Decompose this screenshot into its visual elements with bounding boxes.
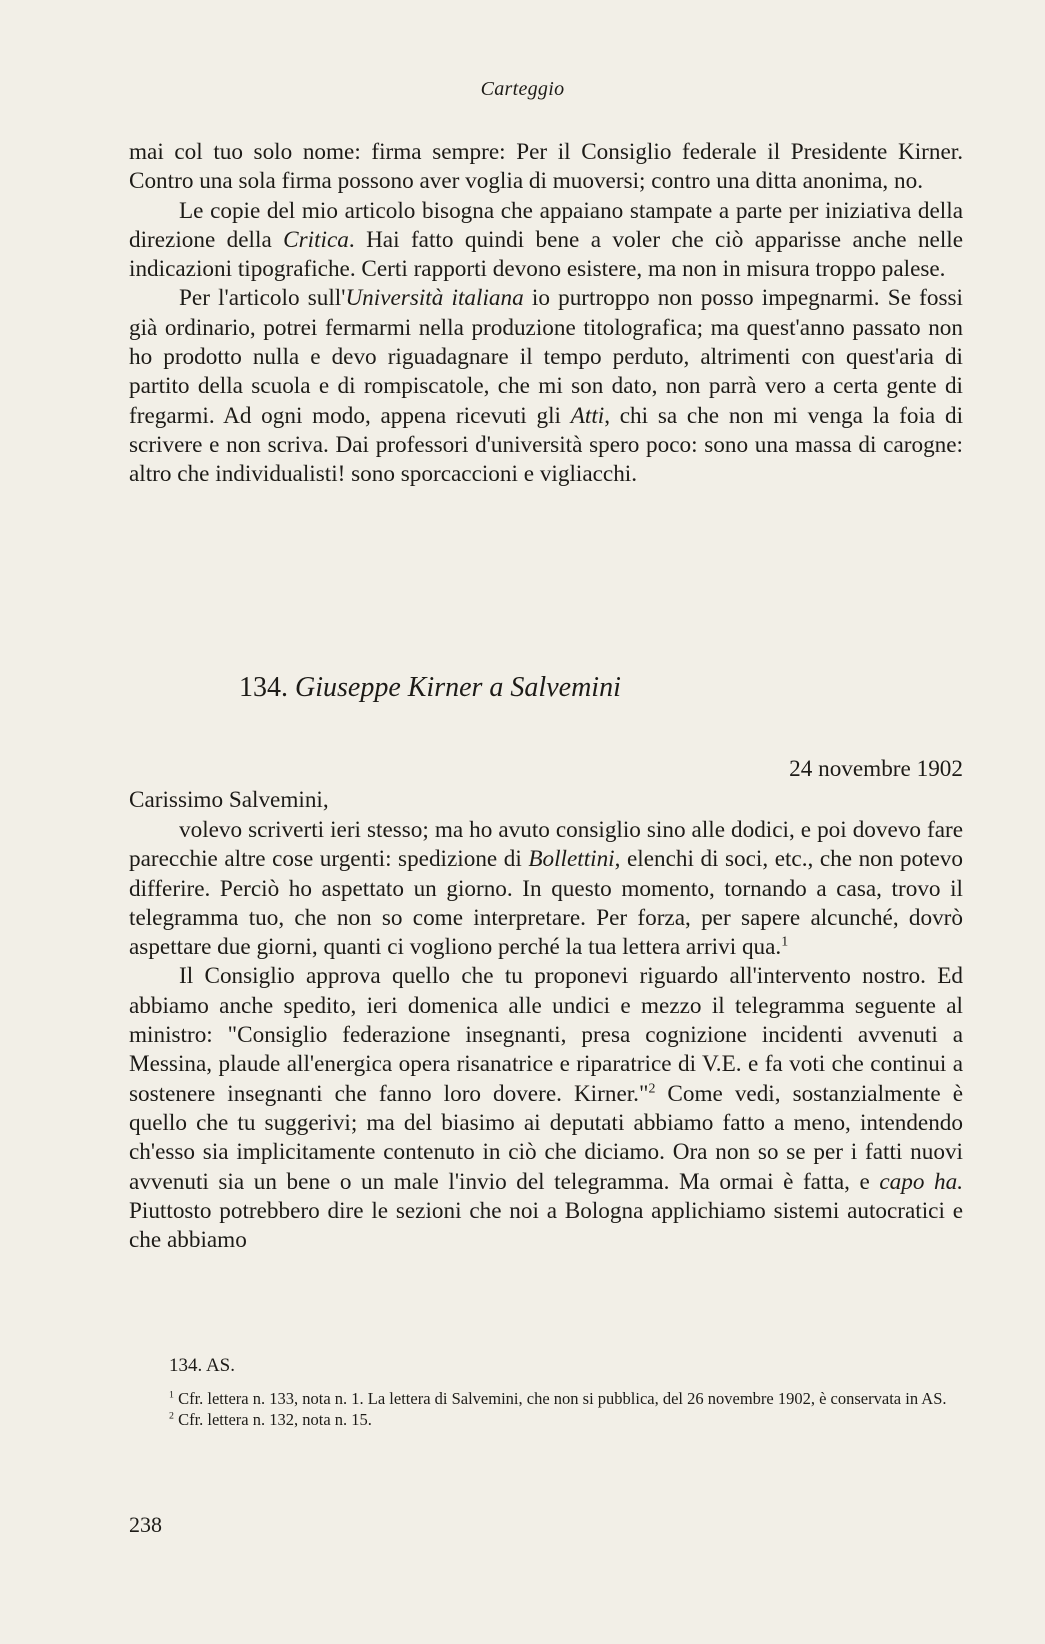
paragraph: Le copie del mio articolo bisogna che appaiano stampate a parte per iniziativa della direzione della Critica. Hai fatto quindi bene a voler che ciò apparisse anche nelle indicazioni tipografiche. Certi rapporti devono esistere, ma non in misura troppo palese. [129, 197, 964, 283]
paragraph: Per l'articolo sull'Università italiana io purtroppo non posso impegnarmi. Se fossi già ordinario, potrei fermarmi nella produzione titolografica; ma quest'anno passato non ho prodotto nulla e devo riguadagnare il tempo perduto, altrimenti con quest'aria di partito della scuola e di rompiscatole, che mi son dato, non parrà vero a certa gente di fregarmi. Ad ogni modo, appena ricevuti gli Atti, chi sa che non mi venga la foia di scrivere e non scriva. Dai professori d'università spero poco: sono una massa di carogne: altro che individualisti! sono sporcaccioni e vigliacchi. [129, 285, 964, 488]
paragraph: mai col tuo solo nome: firma sempre: Per il Consiglio federale il Presidente Kirner. Contro una sola firma possono aver voglia di muoversi; contro una ditta anonima, no. [129, 139, 963, 195]
footnote: $^2$ Cfr. lettera n. 132, nota n. 15. [169, 1410, 372, 1429]
paragraph: Il Consiglio approva quello che tu proponevi riguardo all'intervento nostro. Ed abbiamo anche spedito, ieri domenica alle undici e mezzo il telegramma seguente al ministro: "Consiglio federazione insegnanti, presa cognizione incidenti avvenuti a Messina, plaude all'energica opera risanatrice e riparatrice di V.E. e fa voti che continui a sostenere insegnanti che fanno loro dovere. Kirner."$^2$ Come vedi, sostanzialmente è quello che tu suggerivi; ma del biasimo ai deputati abbiamo fatto a meno, intendendo ch'esso sia implicitamente contenuto in ciò che diciamo. Ora non so se per i fatti nuovi avvenuti sia un bene o un male l'invio del telegramma. Ma ormai è fatta, e capo ha. Piuttosto potrebbero dire le sezioni che noi a Bologna applichiamo sistemi autocratici e che abbiamo [129, 963, 963, 1254]
footnotes [129, 1355, 963, 1430]
journal-title: Critica [283, 226, 349, 253]
page-number: 238 [129, 1512, 162, 1537]
latin-phrase: capo ha. [879, 1168, 963, 1195]
footnote-ref: 1 [781, 934, 789, 950]
letter-heading [129, 670, 963, 706]
letter-number: 134. [239, 672, 288, 703]
footnote-source: 134. AS. [169, 1355, 235, 1376]
previous-letter-text [129, 138, 963, 490]
publication-title: Bollettini [528, 846, 615, 873]
letter-body [129, 816, 963, 1255]
letter-date: 24 novembre 1902 [789, 756, 963, 782]
publication-title: Atti [570, 402, 605, 429]
salutation: Carissimo Salvemini, [129, 787, 329, 813]
letter-title: Giuseppe Kirner a Salvemini [295, 672, 621, 703]
paragraph: volevo scriverti ieri stesso; ma ho avuto consiglio sino alle dodici, e poi dovevo fare parecchie altre cose urgenti: spedizione di Bollettini, elenchi di soci, etc., che non potevo differire. Perciò ho aspettato un giorno. In questo momento, tornando a casa, trovo il telegramma tuo, che non so come interpretare. Per forza, per sapere alcunché, dovrò aspettare due giorni, quanti ci vogliono perché la tua lettera arrivi qua.$^1$ [129, 817, 963, 961]
running-head: Carteggio [480, 78, 565, 100]
footnote: $^1$ Cfr. lettera n. 133, nota n. 1. La lettera di Salvemini, che non si pubblica, del 26 novembre 1902, è conservata in AS. [169, 1389, 947, 1408]
journal-title: Università italiana [345, 285, 524, 312]
footnote-ref: 2 [648, 1080, 656, 1096]
